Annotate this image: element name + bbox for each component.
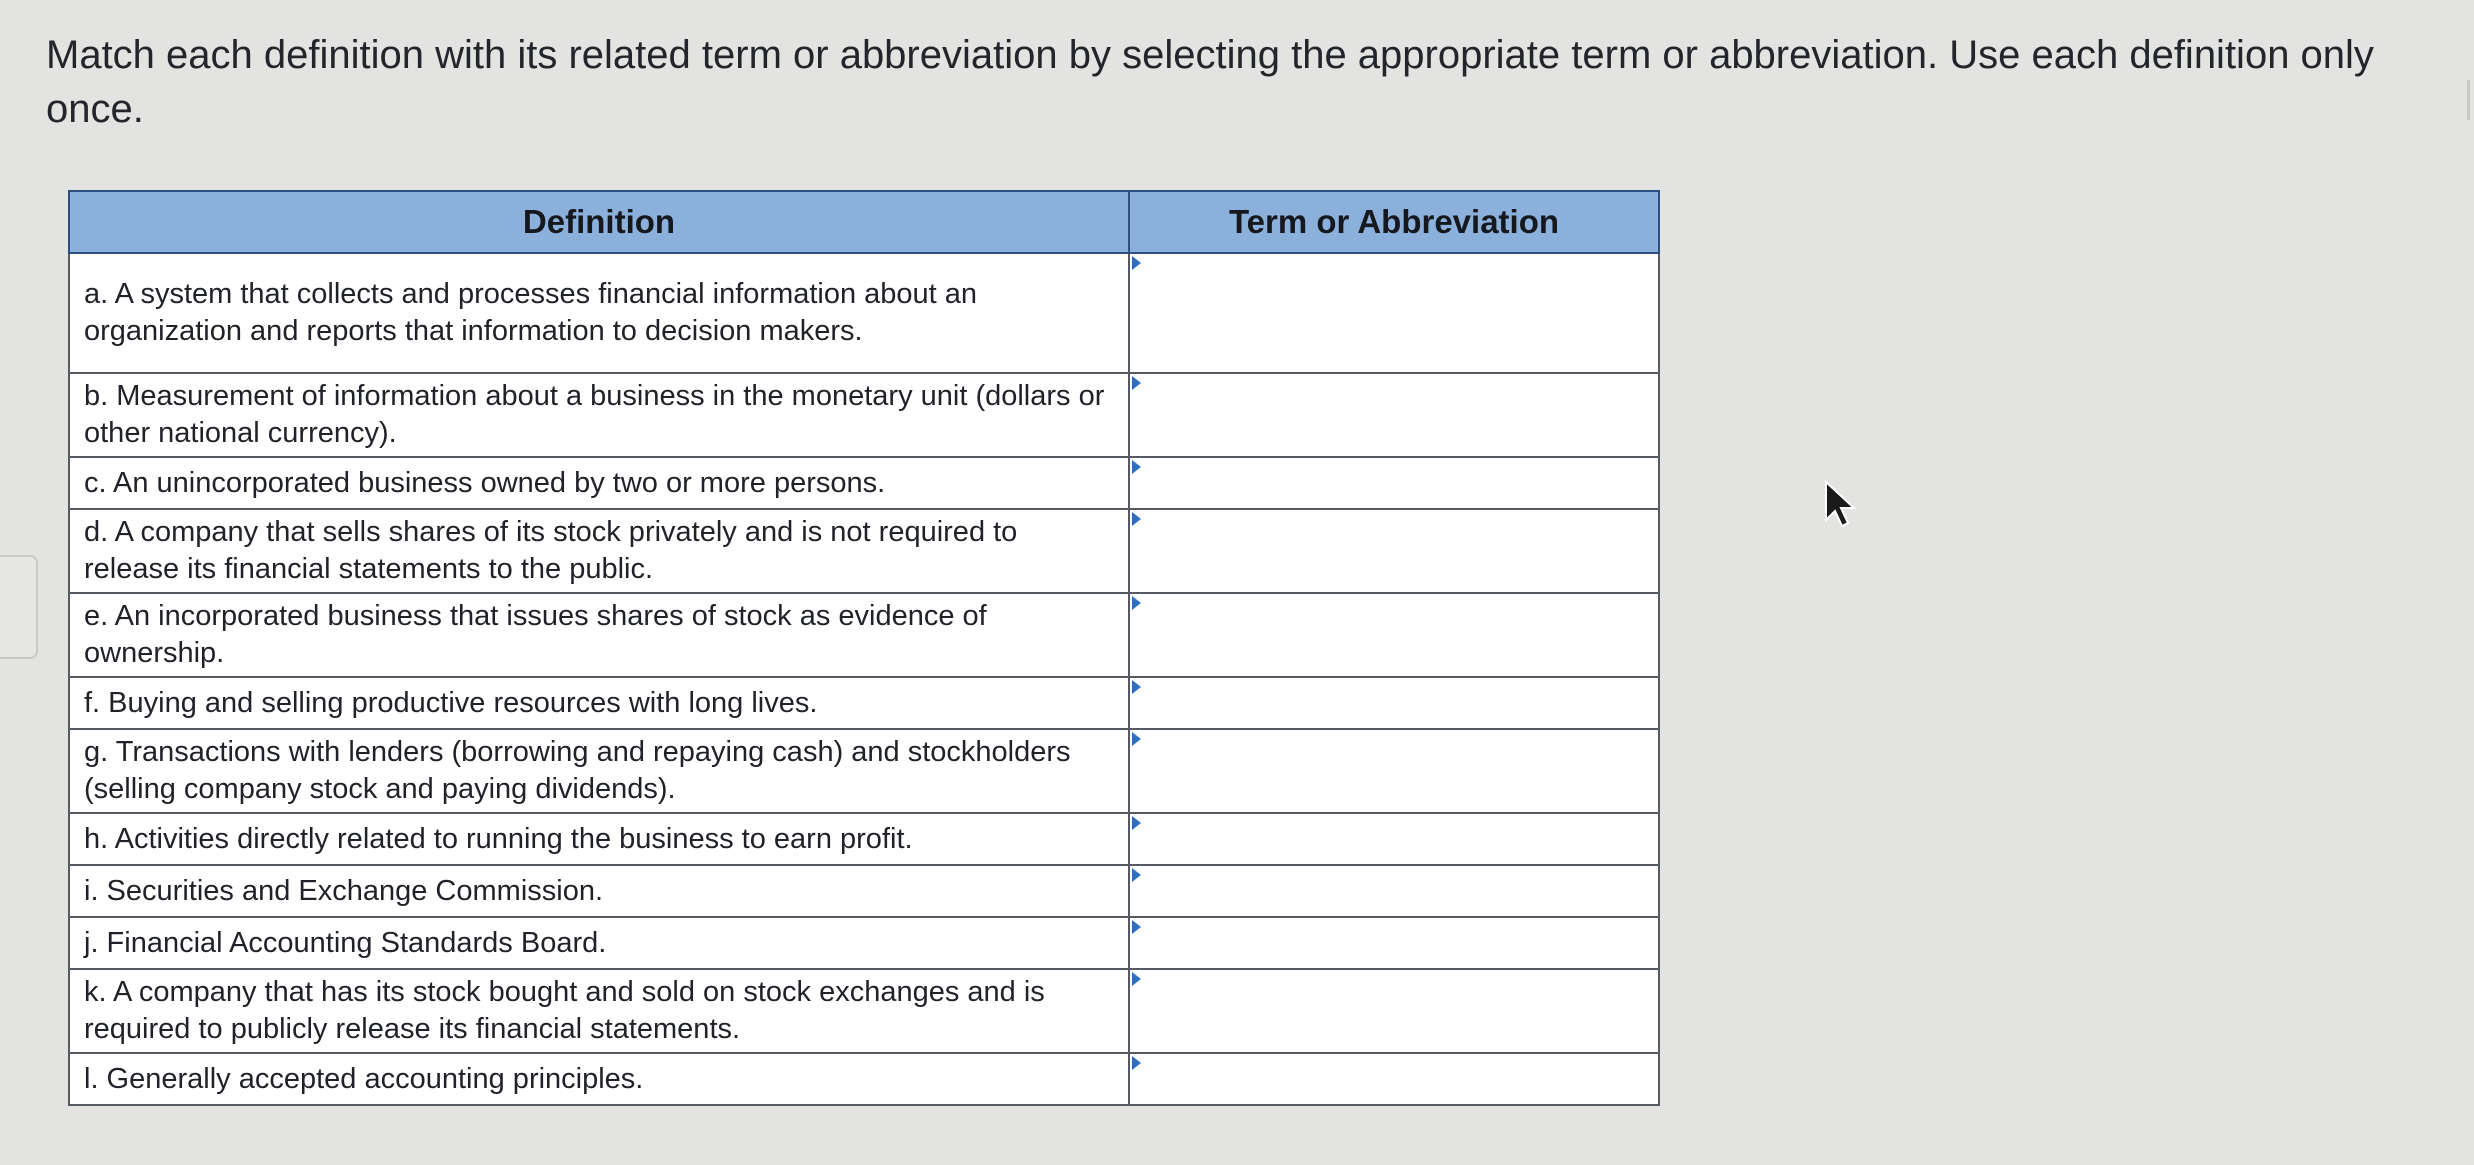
term-select-a[interactable] — [1129, 253, 1659, 373]
definition-l: l. Generally accepted accounting principles. — [69, 1053, 1129, 1105]
term-select-f[interactable] — [1129, 677, 1659, 729]
term-select-d[interactable] — [1129, 509, 1659, 593]
table-row — [69, 677, 1659, 729]
dropdown-triangle-icon — [1132, 868, 1141, 882]
dropdown-triangle-icon — [1132, 816, 1141, 830]
definition-f: f. Buying and selling productive resources with long lives. — [69, 677, 1129, 729]
definition-column-header: Definition — [69, 191, 1129, 253]
term-column-header: Term or Abbreviation — [1129, 191, 1659, 253]
term-select-h[interactable] — [1129, 813, 1659, 865]
mouse-pointer-icon — [1822, 480, 1862, 530]
term-select-j[interactable] — [1129, 917, 1659, 969]
definition-e: e. An incorporated business that issues shares of stock as evidence of ownership. — [69, 593, 1129, 677]
table-row — [69, 373, 1659, 457]
dropdown-triangle-icon — [1132, 460, 1141, 474]
table-row — [69, 865, 1659, 917]
dropdown-triangle-icon — [1132, 256, 1141, 270]
table-row — [69, 969, 1659, 1053]
dropdown-triangle-icon — [1132, 680, 1141, 694]
definition-k: k. A company that has its stock bought and sold on stock exchanges and is required to publicly release its financial statements. — [69, 969, 1129, 1053]
side-panel-tab[interactable] — [0, 555, 38, 659]
table-row — [69, 813, 1659, 865]
scrollbar-thumb[interactable] — [2467, 80, 2470, 120]
term-select-e[interactable] — [1129, 593, 1659, 677]
definition-j: j. Financial Accounting Standards Board. — [69, 917, 1129, 969]
table-row — [69, 457, 1659, 509]
dropdown-triangle-icon — [1132, 732, 1141, 746]
term-select-i[interactable] — [1129, 865, 1659, 917]
definition-b: b. Measurement of information about a business in the monetary unit (dollars or other national currency). — [69, 373, 1129, 457]
definition-a: a. A system that collects and processes financial information about an organization and reports that information to decision makers. — [69, 253, 1129, 373]
term-select-c[interactable] — [1129, 457, 1659, 509]
term-select-k[interactable] — [1129, 969, 1659, 1053]
table-header-row — [69, 191, 1659, 253]
dropdown-triangle-icon — [1132, 376, 1141, 390]
definition-i: i. Securities and Exchange Commission. — [69, 865, 1129, 917]
table-row — [69, 509, 1659, 593]
definition-d: d. A company that sells shares of its stock privately and is not required to release its financial statements to the public. — [69, 509, 1129, 593]
table-row — [69, 593, 1659, 677]
table-row — [69, 917, 1659, 969]
definition-c: c. An unincorporated business owned by two or more persons. — [69, 457, 1129, 509]
definition-g: g. Transactions with lenders (borrowing and repaying cash) and stockholders (selling company stock and paying dividends). — [69, 729, 1129, 813]
dropdown-triangle-icon — [1132, 512, 1141, 526]
instructions-text: Match each definition with its related term or abbreviation by selecting the appropriate term or abbreviation. Use each definition only once. — [46, 33, 2374, 131]
dropdown-triangle-icon — [1132, 596, 1141, 610]
term-select-g[interactable] — [1129, 729, 1659, 813]
definition-h: h. Activities directly related to running the business to earn profit. — [69, 813, 1129, 865]
matching-table — [68, 190, 1660, 1106]
dropdown-triangle-icon — [1132, 972, 1141, 986]
table-row — [69, 1053, 1659, 1105]
dropdown-triangle-icon — [1132, 1056, 1141, 1070]
term-select-b[interactable] — [1129, 373, 1659, 457]
dropdown-triangle-icon — [1132, 920, 1141, 934]
table-row — [69, 729, 1659, 813]
term-select-l[interactable] — [1129, 1053, 1659, 1105]
table-row — [69, 253, 1659, 373]
